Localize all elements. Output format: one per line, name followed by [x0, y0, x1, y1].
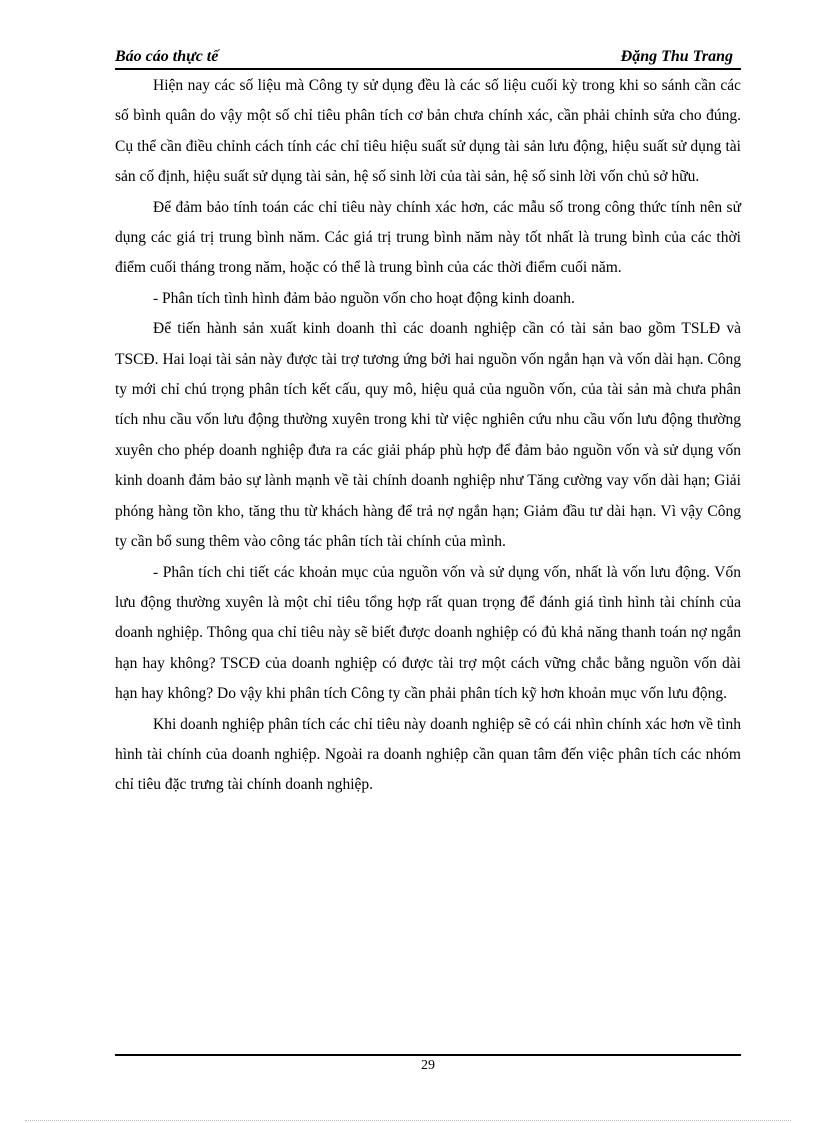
document-body: [115, 71, 741, 801]
paragraph: - Phân tích tình hình đảm bảo nguồn vốn cho hoạt động kinh doanh.: [153, 289, 575, 307]
page-number: 29: [421, 1058, 435, 1073]
page-bottom-border: [25, 1120, 791, 1121]
page-header: [115, 44, 741, 70]
paragraph: Để tiến hành sản xuất kinh doanh thì các doanh nghiệp cần có tài sản bao gồm TSLĐ và TSCĐ. Hai loại tài sản này được tài trợ tương ứng bởi hai nguồn vốn ngắn hạn và vốn dài hạn. Công ty mới chỉ chú trọng phân tích kết cấu, quy mô, hiệu quả của nguồn vốn, của tài sản mà chưa phân tích nhu cầu vốn lưu động thường xuyên trong khi từ việc nghiên cứu nhu cầu vốn lưu động thường xuyên cho phép doanh nghiệp đưa ra các giải pháp phù hợp để đảm bảo nguồn vốn và sử dụng vốn kinh doanh đảm bảo sự lành mạnh về tài chính doanh nghiệp như Tăng cường vay vốn dài hạn; Giải phóng hàng tồn kho, tăng thu từ khách hàng để trả nợ ngắn hạn; Giảm đầu tư dài hạn. Vì vậy Công ty cần bổ sung thêm vào công tác phân tích tài chính của mình.: [115, 320, 741, 551]
paragraph: - Phân tích chi tiết các khoản mục của nguồn vốn và sử dụng vốn, nhất là vốn lưu động. Vốn lưu động thường xuyên là một chỉ tiêu tổng hợp rất quan trọng để đánh giá tình hình tài chính của doanh nghiệp. Thông qua chỉ tiêu này sẽ biết được doanh nghiệp có đủ khả năng thanh toán nợ ngắn hạn hay không? TSCĐ của doanh nghiệp có được tài trợ một cách vững chắc bằng nguồn vốn dài hạn hay không? Do vậy khi phân tích Công ty cần phải phân tích kỹ hơn khoản mục vốn lưu động.: [115, 563, 741, 703]
header-report-title: Báo cáo thực tế: [115, 48, 219, 65]
footer-divider: [115, 1054, 741, 1056]
paragraph: Khi doanh nghiệp phân tích các chỉ tiêu này doanh nghiệp sẽ có cái nhìn chính xác hơn về tình hình tài chính của doanh nghiệp. Ngoài ra doanh nghiệp cần quan tâm đến việc phân tích các nhóm chỉ tiêu đặc trưng tài chính doanh nghiệp.: [115, 715, 741, 794]
paragraph: Hiện nay các số liệu mà Công ty sử dụng đều là các số liệu cuối kỳ trong khi so sánh cần các số bình quân do vậy một số chỉ tiêu phân tích cơ bản chưa chính xác, cần phải chỉnh sửa cho đúng. Cụ thể cần điều chỉnh cách tính các chỉ tiêu hiệu suất sử dụng tài sản lưu động, hiệu suất sử dụng tài sản cố định, hiệu suất sử dụng tài sản, hệ số sinh lời của tài sản, hệ số sinh lời vốn chủ sở hữu.: [115, 77, 741, 186]
header-author-name: Đặng Thu Trang: [620, 48, 733, 65]
paragraph: Để đảm bảo tính toán các chỉ tiêu này chính xác hơn, các mẫu số trong công thức tính nên sử dụng các giá trị trung bình năm. Các giá trị trung bình năm này tốt nhất là trung bình của các thời điểm cuối tháng trong năm, hoặc có thể là trung bình của các thời điểm cuối năm.: [115, 198, 741, 277]
